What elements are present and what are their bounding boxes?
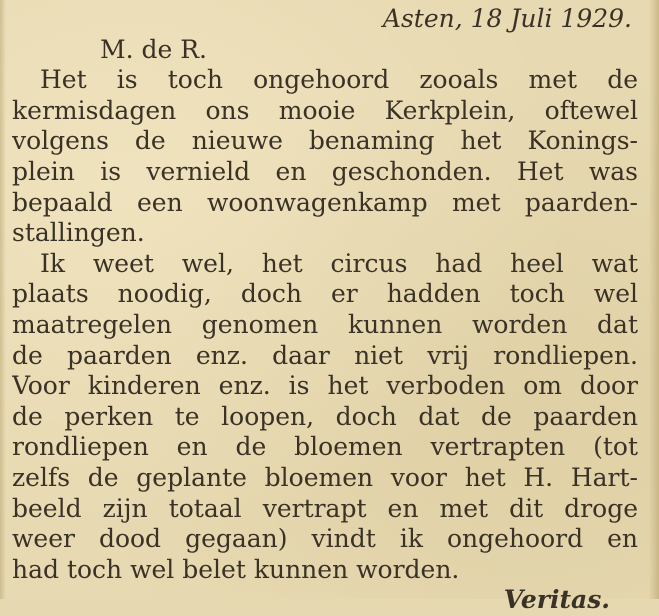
text-line: rondliepen en de bloemen vertrapten (tot [12, 432, 638, 462]
text-line: Voor kinderen enz. is het verboden om door [12, 371, 638, 401]
text-line: de perken te loopen, doch dat de paarden [12, 401, 638, 431]
paragraph-1 [12, 65, 638, 249]
text-line: volgens de nieuwe benaming het Konings- [12, 126, 638, 156]
text-line: maatregelen genomen kunnen worden dat [12, 309, 638, 339]
text-line: zelfs de geplante bloemen voor het H. Hart- [12, 462, 638, 492]
text-line: Ik weet wel, het circus had heel wat [40, 248, 638, 278]
paragraph-2 [12, 249, 638, 586]
text-line: weer dood gegaan) vindt ik ongehoord en [12, 524, 638, 554]
letter-article [12, 4, 638, 616]
text-line: beeld zijn totaal vertrapt en met dit droge [12, 493, 638, 523]
paper-edge-left [0, 0, 6, 599]
text-line: kermisdagen ons mooie Kerkplein, oftewel [12, 95, 638, 125]
text-line: Het is toch ongehoord zooals met de [40, 65, 638, 95]
paper-edge-right [649, 0, 659, 599]
text-line: bepaald een woonwagenkamp met paarden- [12, 187, 638, 217]
text-line: de paarden enz. daar niet vrij rondliepen. [12, 340, 638, 370]
dateline: Asten, 18 Juli 1929. [382, 4, 632, 33]
signature: Veritas. [503, 585, 610, 615]
salutation: M. de R. [100, 34, 208, 64]
text-line: had toch wel belet kunnen worden. [12, 554, 460, 584]
text-line: stallingen. [12, 218, 145, 248]
text-line: plein is vernield en geschonden. Het was [12, 156, 638, 186]
text-line: plaats noodig, doch er hadden toch wel [12, 279, 638, 309]
